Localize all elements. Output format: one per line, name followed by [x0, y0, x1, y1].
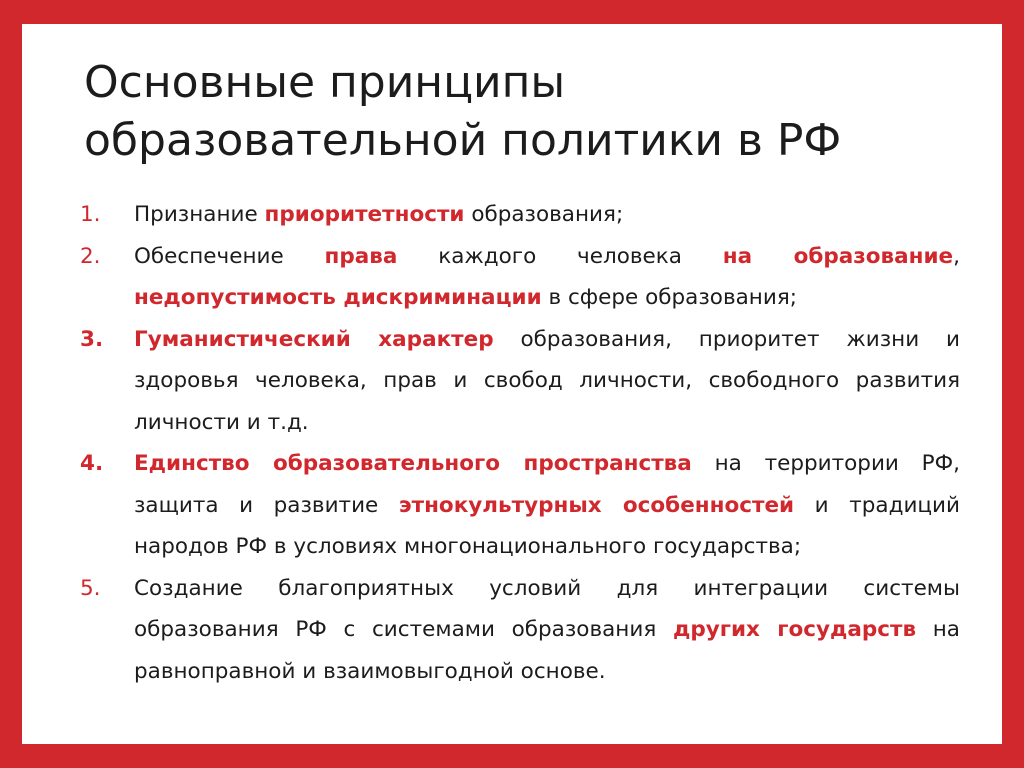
item-highlight: этнокультурных особенностей: [398, 492, 795, 518]
item-text: на территории РФ, защита и развитие: [134, 451, 960, 518]
principle-item-3: [80, 319, 960, 444]
slide-content: [22, 24, 1002, 744]
item-highlight: Гуманистический характер: [134, 326, 494, 352]
slide-title: [84, 54, 964, 170]
item-text: образования;: [464, 202, 624, 227]
item-text: на равноправной и взаимовыгодной основе.: [134, 617, 960, 684]
slide-title-line-2: образовательной политики в РФ: [84, 115, 842, 166]
item-number: 3.: [80, 326, 104, 352]
principle-item-2: [80, 236, 960, 319]
item-highlight: права: [324, 243, 398, 269]
item-number: 4.: [80, 451, 104, 476]
item-text: Признание: [134, 202, 265, 227]
item-number: 1.: [80, 202, 101, 227]
item-text: Создание благоприятных условий для интеграции системы образования РФ с системами образования: [134, 575, 960, 642]
item-text: в сфере образования;: [541, 285, 797, 310]
item-number: 2.: [80, 243, 101, 269]
item-text: каждого человека: [397, 243, 723, 269]
item-text: Обеспечение: [134, 243, 325, 269]
slide-title-line-1: Основные принципы: [84, 57, 566, 108]
item-highlight: недопустимость дискриминации: [134, 285, 542, 310]
item-highlight: других государств: [672, 617, 917, 642]
item-text: ,: [953, 243, 960, 269]
item-highlight: на образование: [722, 243, 954, 269]
principles-list: [80, 194, 960, 692]
item-text: и традиций народов РФ в условиях многонационального государства;: [134, 492, 960, 559]
principle-item-5: [80, 568, 960, 693]
principle-item-4: [80, 443, 960, 568]
item-highlight: Единство образовательного пространства: [134, 451, 692, 476]
principle-item-1: [80, 194, 960, 236]
item-number: 5.: [80, 575, 101, 601]
item-text: образования, приоритет жизни и здоровья человека, прав и свобод личности, свободного развития личности и т.д.: [134, 326, 960, 435]
item-highlight: приоритетности: [264, 202, 465, 227]
